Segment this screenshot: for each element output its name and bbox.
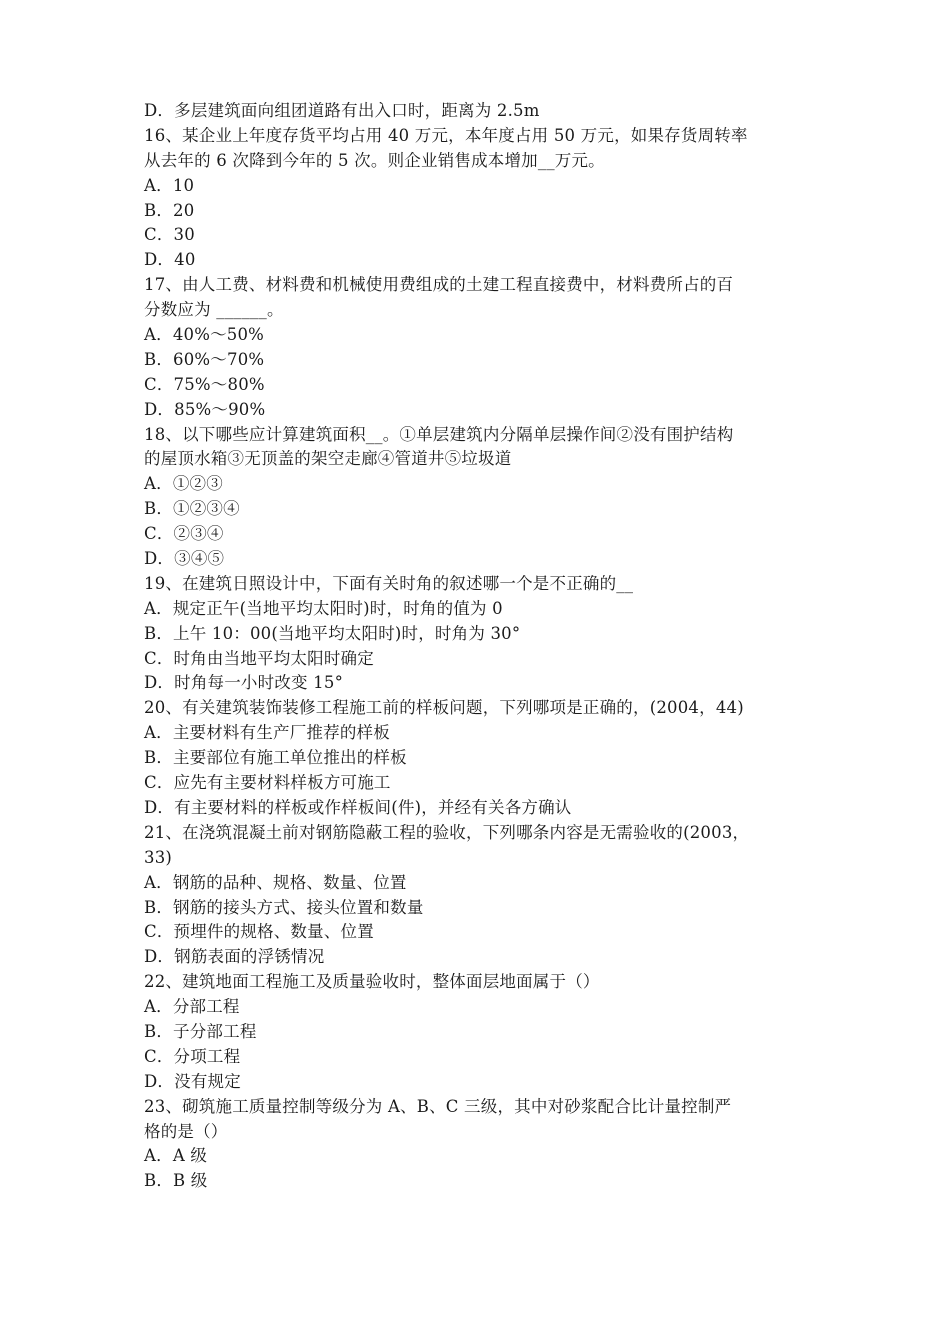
option-line: D．多层建筑面向组团道路有出入口时，距离为 2.5m bbox=[144, 101, 540, 120]
question-line: 格的是（） bbox=[144, 1121, 228, 1141]
option-line: A．A 级 bbox=[144, 1146, 208, 1166]
option-line: C．时角由当地平均太阳时确定 bbox=[144, 648, 374, 668]
option-line: B．20 bbox=[144, 200, 195, 220]
option-line: C．②③④ bbox=[144, 524, 224, 544]
option-line: D．时角每一小时改变 15° bbox=[144, 673, 344, 693]
option-line: A．钢筋的品种、规格、数量、位置 bbox=[144, 872, 407, 892]
question-line: 23、砌筑施工质量控制等级分为 A、B、C 三级，其中对砂浆配合比计量控制严 bbox=[144, 1096, 732, 1116]
question-line: 的屋顶水箱③无顶盖的架空走廊④管道井⑤垃圾道 bbox=[144, 449, 512, 469]
question-line: 33) bbox=[144, 847, 173, 867]
question-line: 分数应为 ______。 bbox=[144, 300, 284, 320]
question-line: 16、某企业上年度存货平均占用 40 万元，本年度占用 50 万元，如果存货周转率 bbox=[144, 125, 748, 145]
option-line: C．应先有主要材料样板方可施工 bbox=[144, 773, 391, 793]
option-line: A．规定正午(当地平均太阳时)时，时角的值为 0 bbox=[144, 598, 503, 618]
option-line: C．30 bbox=[144, 225, 195, 245]
option-line: B．上午 10：00(当地平均太阳时)时，时角为 30° bbox=[144, 623, 521, 643]
option-line: D．③④⑤ bbox=[144, 549, 225, 569]
option-line: A．40%～50% bbox=[144, 325, 265, 345]
question-line: 18、以下哪些应计算建筑面积__。①单层建筑内分隔单层操作间②没有围护结构 bbox=[144, 424, 734, 444]
option-line: D．没有规定 bbox=[144, 1071, 241, 1091]
option-line: B．B 级 bbox=[144, 1171, 208, 1191]
option-line: D．85%～90% bbox=[144, 399, 266, 419]
option-line: A．分部工程 bbox=[144, 997, 240, 1017]
option-line: A．10 bbox=[144, 175, 195, 195]
option-line: C．预埋件的规格、数量、位置 bbox=[144, 922, 374, 942]
option-line: D．40 bbox=[144, 250, 196, 270]
document-body bbox=[144, 99, 812, 1194]
option-line: B．子分部工程 bbox=[144, 1021, 257, 1041]
question-line: 19、在建筑日照设计中，下面有关时角的叙述哪一个是不正确的__ bbox=[144, 573, 634, 593]
option-line: D．钢筋表面的浮锈情况 bbox=[144, 947, 325, 967]
option-line: C．75%～80% bbox=[144, 374, 265, 394]
option-line: C．分项工程 bbox=[144, 1046, 241, 1066]
option-line: B．主要部位有施工单位推出的样板 bbox=[144, 748, 407, 768]
question-line: 22、建筑地面工程施工及质量验收时，整体面层地面属于（） bbox=[144, 972, 600, 992]
question-line: 21、在浇筑混凝土前对钢筋隐蔽工程的验收，下列哪条内容是无需验收的(2003， bbox=[144, 822, 750, 842]
option-line: A．①②③ bbox=[144, 474, 223, 494]
question-line: 17、由人工费、材料费和机械使用费组成的土建工程直接费中，材料费所占的百 bbox=[144, 275, 734, 295]
option-line: A．主要材料有生产厂推荐的样板 bbox=[144, 723, 390, 743]
question-line: 20、有关建筑装饰装修工程施工前的样板问题，下列哪项是正确的，(2004，44) bbox=[144, 698, 744, 718]
option-line: B．60%～70% bbox=[144, 349, 265, 369]
option-line: B．钢筋的接头方式、接头位置和数量 bbox=[144, 897, 424, 917]
question-line: 从去年的 6 次降到今年的 5 次。则企业销售成本增加__万元。 bbox=[144, 150, 605, 170]
option-line: B．①②③④ bbox=[144, 499, 240, 519]
option-line: D．有主要材料的样板或作样板间(件)，并经有关各方确认 bbox=[144, 797, 572, 817]
